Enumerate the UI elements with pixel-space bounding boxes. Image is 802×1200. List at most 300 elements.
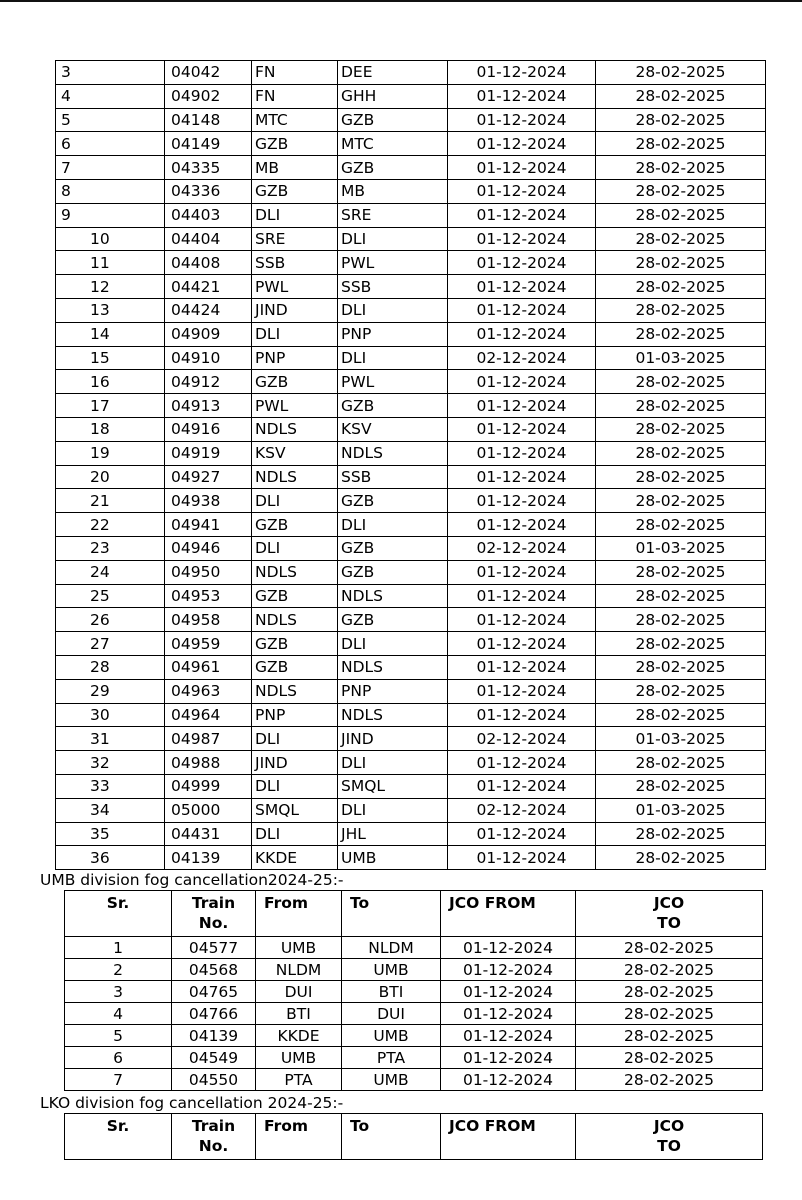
train-no-cell: 04139 xyxy=(165,846,252,870)
jco-to-cell: 28-02-2025 xyxy=(596,394,766,418)
umb-table-header-row xyxy=(65,891,763,937)
sr-cell: 31 xyxy=(56,727,165,751)
sr-cell: 12 xyxy=(56,275,165,299)
jco-to-cell: 28-02-2025 xyxy=(596,61,766,85)
to-cell: DLI xyxy=(338,632,448,656)
jco-from-cell: 01-12-2024 xyxy=(448,465,596,489)
from-cell: NLDM xyxy=(256,959,342,981)
jco-to-cell: 28-02-2025 xyxy=(596,84,766,108)
header-sr: Sr. xyxy=(65,891,172,937)
to-cell: PWL xyxy=(338,370,448,394)
jco-from-cell: 02-12-2024 xyxy=(448,346,596,370)
table-row xyxy=(56,417,766,441)
to-cell: DLI xyxy=(338,227,448,251)
train-no-cell: 04568 xyxy=(172,959,256,981)
train-no-cell: 04335 xyxy=(165,156,252,180)
from-cell: NDLS xyxy=(252,560,338,584)
jco-from-cell: 01-12-2024 xyxy=(448,394,596,418)
header-to: To xyxy=(342,1114,441,1160)
sr-cell: 36 xyxy=(56,846,165,870)
table-row xyxy=(56,156,766,180)
from-cell: JIND xyxy=(252,298,338,322)
sr-cell: 25 xyxy=(56,584,165,608)
jco-to-cell: 28-02-2025 xyxy=(576,959,763,981)
table-row xyxy=(56,584,766,608)
sr-cell: 4 xyxy=(65,1003,172,1025)
sr-cell: 15 xyxy=(56,346,165,370)
train-no-cell: 04941 xyxy=(165,513,252,537)
jco-from-cell: 01-12-2024 xyxy=(441,1047,576,1069)
jco-from-cell: 01-12-2024 xyxy=(448,489,596,513)
jco-to-cell: 28-02-2025 xyxy=(596,275,766,299)
to-cell: GZB xyxy=(338,394,448,418)
cancellation-table-body xyxy=(56,61,766,870)
from-cell: NDLS xyxy=(252,679,338,703)
table-row xyxy=(56,441,766,465)
table-row xyxy=(56,679,766,703)
sr-cell: 8 xyxy=(56,179,165,203)
table-row xyxy=(56,84,766,108)
from-cell: GZB xyxy=(252,370,338,394)
to-cell: DLI xyxy=(338,751,448,775)
jco-to-cell: 28-02-2025 xyxy=(596,655,766,679)
to-cell: PNP xyxy=(338,322,448,346)
sr-cell: 9 xyxy=(56,203,165,227)
header-jco-from: JCO FROM xyxy=(441,891,576,937)
jco-to-cell: 28-02-2025 xyxy=(596,251,766,275)
to-cell: UMB xyxy=(342,959,441,981)
train-no-cell: 04964 xyxy=(165,703,252,727)
train-no-cell: 04042 xyxy=(165,61,252,85)
table-row xyxy=(65,1003,763,1025)
jco-from-cell: 01-12-2024 xyxy=(448,251,596,275)
table-row xyxy=(56,132,766,156)
jco-from-cell: 01-12-2024 xyxy=(448,179,596,203)
jco-to-cell: 28-02-2025 xyxy=(596,751,766,775)
jco-to-cell: 28-02-2025 xyxy=(596,417,766,441)
sr-cell: 32 xyxy=(56,751,165,775)
from-cell: PWL xyxy=(252,275,338,299)
jco-to-cell: 28-02-2025 xyxy=(596,608,766,632)
from-cell: PNP xyxy=(252,346,338,370)
table-row xyxy=(56,322,766,346)
sr-cell: 2 xyxy=(65,959,172,981)
table-row xyxy=(56,346,766,370)
cancellation-table-continued xyxy=(55,60,766,870)
jco-to-cell: 28-02-2025 xyxy=(596,370,766,394)
jco-from-cell: 01-12-2024 xyxy=(448,584,596,608)
jco-to-cell: 28-02-2025 xyxy=(576,937,763,959)
jco-to-cell: 28-02-2025 xyxy=(596,156,766,180)
jco-to-cell: 28-02-2025 xyxy=(596,846,766,870)
jco-from-cell: 01-12-2024 xyxy=(448,61,596,85)
jco-to-cell: 28-02-2025 xyxy=(596,584,766,608)
jco-to-cell: 28-02-2025 xyxy=(596,679,766,703)
jco-from-cell: 01-12-2024 xyxy=(448,513,596,537)
train-no-cell: 04959 xyxy=(165,632,252,656)
table-row xyxy=(56,275,766,299)
train-no-cell: 04912 xyxy=(165,370,252,394)
train-no-cell: 04550 xyxy=(172,1069,256,1091)
sr-cell: 24 xyxy=(56,560,165,584)
to-cell: PWL xyxy=(338,251,448,275)
from-cell: DLI xyxy=(252,536,338,560)
train-no-cell: 04961 xyxy=(165,655,252,679)
jco-to-cell: 28-02-2025 xyxy=(596,513,766,537)
sr-cell: 6 xyxy=(56,132,165,156)
table-row xyxy=(56,61,766,85)
jco-from-cell: 01-12-2024 xyxy=(448,108,596,132)
table-row xyxy=(56,108,766,132)
to-cell: DUI xyxy=(342,1003,441,1025)
sr-cell: 34 xyxy=(56,798,165,822)
sr-cell: 17 xyxy=(56,394,165,418)
table-row xyxy=(56,774,766,798)
sr-cell: 35 xyxy=(56,822,165,846)
jco-to-cell: 28-02-2025 xyxy=(596,822,766,846)
from-cell: PTA xyxy=(256,1069,342,1091)
table-row xyxy=(56,632,766,656)
train-no-cell: 04424 xyxy=(165,298,252,322)
from-cell: KSV xyxy=(252,441,338,465)
table-row xyxy=(56,227,766,251)
jco-from-cell: 01-12-2024 xyxy=(441,959,576,981)
sr-cell: 10 xyxy=(56,227,165,251)
jco-to-cell: 28-02-2025 xyxy=(576,1047,763,1069)
from-cell: SMQL xyxy=(252,798,338,822)
sr-cell: 7 xyxy=(56,156,165,180)
jco-to-cell: 28-02-2025 xyxy=(596,298,766,322)
header-jco-to: JCO TO xyxy=(576,1114,763,1160)
from-cell: DLI xyxy=(252,774,338,798)
sr-cell: 3 xyxy=(65,981,172,1003)
jco-to-cell: 28-02-2025 xyxy=(596,703,766,727)
to-cell: GZB xyxy=(338,108,448,132)
train-no-cell: 04549 xyxy=(172,1047,256,1069)
jco-to-cell: 28-02-2025 xyxy=(596,441,766,465)
from-cell: NDLS xyxy=(252,465,338,489)
from-cell: FN xyxy=(252,61,338,85)
train-no-cell: 04950 xyxy=(165,560,252,584)
jco-from-cell: 01-12-2024 xyxy=(441,937,576,959)
to-cell: KSV xyxy=(338,417,448,441)
train-no-cell: 04916 xyxy=(165,417,252,441)
to-cell: DLI xyxy=(338,798,448,822)
to-cell: DLI xyxy=(338,298,448,322)
to-cell: SSB xyxy=(338,275,448,299)
sr-cell: 4 xyxy=(56,84,165,108)
from-cell: DLI xyxy=(252,322,338,346)
train-no-cell: 04938 xyxy=(165,489,252,513)
table-row xyxy=(56,203,766,227)
to-cell: MTC xyxy=(338,132,448,156)
jco-to-cell: 28-02-2025 xyxy=(596,227,766,251)
to-cell: SSB xyxy=(338,465,448,489)
to-cell: NDLS xyxy=(338,441,448,465)
jco-to-cell: 28-02-2025 xyxy=(576,1025,763,1047)
table-row xyxy=(65,959,763,981)
jco-to-cell: 28-02-2025 xyxy=(596,560,766,584)
sr-cell: 28 xyxy=(56,655,165,679)
header-jco-to: JCO TO xyxy=(576,891,763,937)
table-row xyxy=(65,1025,763,1047)
from-cell: UMB xyxy=(256,937,342,959)
to-cell: PTA xyxy=(342,1047,441,1069)
train-no-cell: 04408 xyxy=(165,251,252,275)
umb-table-body xyxy=(65,937,763,1091)
table-row xyxy=(56,751,766,775)
lko-division-caption: LKO division fog cancellation 2024-25:- xyxy=(40,1094,344,1112)
jco-from-cell: 01-12-2024 xyxy=(441,1003,576,1025)
train-no-cell: 04149 xyxy=(165,132,252,156)
header-to: To xyxy=(342,891,441,937)
lko-table-header-row xyxy=(65,1114,763,1160)
top-border-line xyxy=(0,0,802,2)
sr-cell: 13 xyxy=(56,298,165,322)
jco-from-cell: 01-12-2024 xyxy=(448,298,596,322)
table-row xyxy=(56,608,766,632)
train-no-cell: 04927 xyxy=(165,465,252,489)
lko-cancellation-table xyxy=(64,1113,763,1160)
table-row xyxy=(56,513,766,537)
jco-from-cell: 01-12-2024 xyxy=(448,227,596,251)
train-no-cell: 04577 xyxy=(172,937,256,959)
from-cell: DLI xyxy=(252,822,338,846)
to-cell: DLI xyxy=(338,346,448,370)
train-no-cell: 04336 xyxy=(165,179,252,203)
jco-from-cell: 01-12-2024 xyxy=(448,679,596,703)
train-no-cell: 04403 xyxy=(165,203,252,227)
jco-to-cell: 28-02-2025 xyxy=(596,179,766,203)
sr-cell: 3 xyxy=(56,61,165,85)
from-cell: GZB xyxy=(252,513,338,537)
jco-to-cell: 28-02-2025 xyxy=(596,489,766,513)
to-cell: NDLS xyxy=(338,584,448,608)
train-no-cell: 04431 xyxy=(165,822,252,846)
table-row xyxy=(56,179,766,203)
from-cell: DLI xyxy=(252,489,338,513)
train-no-cell: 04963 xyxy=(165,679,252,703)
to-cell: SRE xyxy=(338,203,448,227)
train-no-cell: 04910 xyxy=(165,346,252,370)
sr-cell: 1 xyxy=(65,937,172,959)
jco-from-cell: 02-12-2024 xyxy=(448,798,596,822)
from-cell: KKDE xyxy=(256,1025,342,1047)
from-cell: BTI xyxy=(256,1003,342,1025)
table-row xyxy=(56,798,766,822)
table-row xyxy=(56,465,766,489)
header-from: From xyxy=(256,891,342,937)
train-no-cell: 04909 xyxy=(165,322,252,346)
table-row xyxy=(56,655,766,679)
sr-cell: 11 xyxy=(56,251,165,275)
jco-to-cell: 28-02-2025 xyxy=(576,1069,763,1091)
header-sr: Sr. xyxy=(65,1114,172,1160)
jco-to-cell: 28-02-2025 xyxy=(596,322,766,346)
to-cell: GZB xyxy=(338,560,448,584)
jco-from-cell: 01-12-2024 xyxy=(441,1025,576,1047)
umb-cancellation-table xyxy=(64,890,763,1091)
jco-from-cell: 01-12-2024 xyxy=(448,703,596,727)
to-cell: GZB xyxy=(338,156,448,180)
train-no-cell: 04958 xyxy=(165,608,252,632)
table-row xyxy=(56,822,766,846)
from-cell: FN xyxy=(252,84,338,108)
train-no-cell: 04404 xyxy=(165,227,252,251)
jco-to-cell: 28-02-2025 xyxy=(596,108,766,132)
sr-cell: 27 xyxy=(56,632,165,656)
to-cell: BTI xyxy=(342,981,441,1003)
jco-from-cell: 01-12-2024 xyxy=(448,132,596,156)
to-cell: UMB xyxy=(338,846,448,870)
jco-to-cell: 28-02-2025 xyxy=(596,465,766,489)
from-cell: MB xyxy=(252,156,338,180)
to-cell: GZB xyxy=(338,489,448,513)
jco-from-cell: 02-12-2024 xyxy=(448,727,596,751)
table-row xyxy=(65,1047,763,1069)
table-row xyxy=(65,937,763,959)
to-cell: JHL xyxy=(338,822,448,846)
from-cell: PWL xyxy=(252,394,338,418)
from-cell: MTC xyxy=(252,108,338,132)
jco-from-cell: 01-12-2024 xyxy=(448,203,596,227)
from-cell: GZB xyxy=(252,632,338,656)
from-cell: KKDE xyxy=(252,846,338,870)
to-cell: GZB xyxy=(338,608,448,632)
sr-cell: 18 xyxy=(56,417,165,441)
jco-from-cell: 01-12-2024 xyxy=(448,655,596,679)
from-cell: GZB xyxy=(252,179,338,203)
from-cell: GZB xyxy=(252,132,338,156)
to-cell: NDLS xyxy=(338,655,448,679)
jco-from-cell: 01-12-2024 xyxy=(441,981,576,1003)
train-no-cell: 04148 xyxy=(165,108,252,132)
table-row xyxy=(56,727,766,751)
header-jco-from: JCO FROM xyxy=(441,1114,576,1160)
sr-cell: 26 xyxy=(56,608,165,632)
jco-to-cell: 28-02-2025 xyxy=(596,774,766,798)
from-cell: NDLS xyxy=(252,608,338,632)
table-row xyxy=(65,981,763,1003)
train-no-cell: 04999 xyxy=(165,774,252,798)
jco-to-cell: 01-03-2025 xyxy=(596,798,766,822)
jco-from-cell: 01-12-2024 xyxy=(448,156,596,180)
sr-cell: 33 xyxy=(56,774,165,798)
jco-from-cell: 01-12-2024 xyxy=(448,608,596,632)
to-cell: GHH xyxy=(338,84,448,108)
train-no-cell: 05000 xyxy=(165,798,252,822)
to-cell: DLI xyxy=(338,513,448,537)
jco-to-cell: 01-03-2025 xyxy=(596,536,766,560)
train-no-cell: 04902 xyxy=(165,84,252,108)
table-row xyxy=(56,703,766,727)
from-cell: GZB xyxy=(252,584,338,608)
from-cell: GZB xyxy=(252,655,338,679)
table-row xyxy=(65,1069,763,1091)
table-row xyxy=(56,489,766,513)
from-cell: DUI xyxy=(256,981,342,1003)
train-no-cell: 04913 xyxy=(165,394,252,418)
jco-from-cell: 01-12-2024 xyxy=(448,322,596,346)
jco-to-cell: 28-02-2025 xyxy=(596,632,766,656)
to-cell: SMQL xyxy=(338,774,448,798)
to-cell: UMB xyxy=(342,1069,441,1091)
jco-to-cell: 28-02-2025 xyxy=(596,203,766,227)
jco-from-cell: 01-12-2024 xyxy=(448,774,596,798)
jco-to-cell: 28-02-2025 xyxy=(576,1003,763,1025)
sr-cell: 30 xyxy=(56,703,165,727)
sr-cell: 23 xyxy=(56,536,165,560)
umb-division-caption: UMB division fog cancellation2024-25:- xyxy=(40,871,344,889)
train-no-cell: 04139 xyxy=(172,1025,256,1047)
jco-to-cell: 01-03-2025 xyxy=(596,346,766,370)
jco-from-cell: 01-12-2024 xyxy=(448,84,596,108)
train-no-cell: 04766 xyxy=(172,1003,256,1025)
train-no-cell: 04987 xyxy=(165,727,252,751)
jco-from-cell: 01-12-2024 xyxy=(448,846,596,870)
sr-cell: 20 xyxy=(56,465,165,489)
header-train-no: Train No. xyxy=(172,1114,256,1160)
from-cell: JIND xyxy=(252,751,338,775)
from-cell: UMB xyxy=(256,1047,342,1069)
from-cell: SSB xyxy=(252,251,338,275)
sr-cell: 21 xyxy=(56,489,165,513)
to-cell: PNP xyxy=(338,679,448,703)
to-cell: MB xyxy=(338,179,448,203)
table-row xyxy=(56,370,766,394)
sr-cell: 6 xyxy=(65,1047,172,1069)
to-cell: DEE xyxy=(338,61,448,85)
sr-cell: 19 xyxy=(56,441,165,465)
table-row xyxy=(56,536,766,560)
table-row xyxy=(56,251,766,275)
jco-from-cell: 01-12-2024 xyxy=(448,417,596,441)
train-no-cell: 04765 xyxy=(172,981,256,1003)
table-row xyxy=(56,560,766,584)
jco-to-cell: 28-02-2025 xyxy=(576,981,763,1003)
sr-cell: 7 xyxy=(65,1069,172,1091)
train-no-cell: 04421 xyxy=(165,275,252,299)
sr-cell: 29 xyxy=(56,679,165,703)
jco-from-cell: 02-12-2024 xyxy=(448,536,596,560)
jco-from-cell: 01-12-2024 xyxy=(448,275,596,299)
header-from: From xyxy=(256,1114,342,1160)
to-cell: UMB xyxy=(342,1025,441,1047)
jco-from-cell: 01-12-2024 xyxy=(448,560,596,584)
jco-from-cell: 01-12-2024 xyxy=(448,370,596,394)
to-cell: NLDM xyxy=(342,937,441,959)
header-train-no: Train No. xyxy=(172,891,256,937)
sr-cell: 22 xyxy=(56,513,165,537)
from-cell: NDLS xyxy=(252,417,338,441)
table-row xyxy=(56,394,766,418)
jco-from-cell: 01-12-2024 xyxy=(448,822,596,846)
from-cell: DLI xyxy=(252,203,338,227)
train-no-cell: 04946 xyxy=(165,536,252,560)
jco-to-cell: 01-03-2025 xyxy=(596,727,766,751)
to-cell: NDLS xyxy=(338,703,448,727)
to-cell: GZB xyxy=(338,536,448,560)
sr-cell: 5 xyxy=(56,108,165,132)
sr-cell: 16 xyxy=(56,370,165,394)
table-row xyxy=(56,298,766,322)
train-no-cell: 04919 xyxy=(165,441,252,465)
train-no-cell: 04953 xyxy=(165,584,252,608)
sr-cell: 14 xyxy=(56,322,165,346)
sr-cell: 5 xyxy=(65,1025,172,1047)
jco-to-cell: 28-02-2025 xyxy=(596,132,766,156)
jco-from-cell: 01-12-2024 xyxy=(441,1069,576,1091)
